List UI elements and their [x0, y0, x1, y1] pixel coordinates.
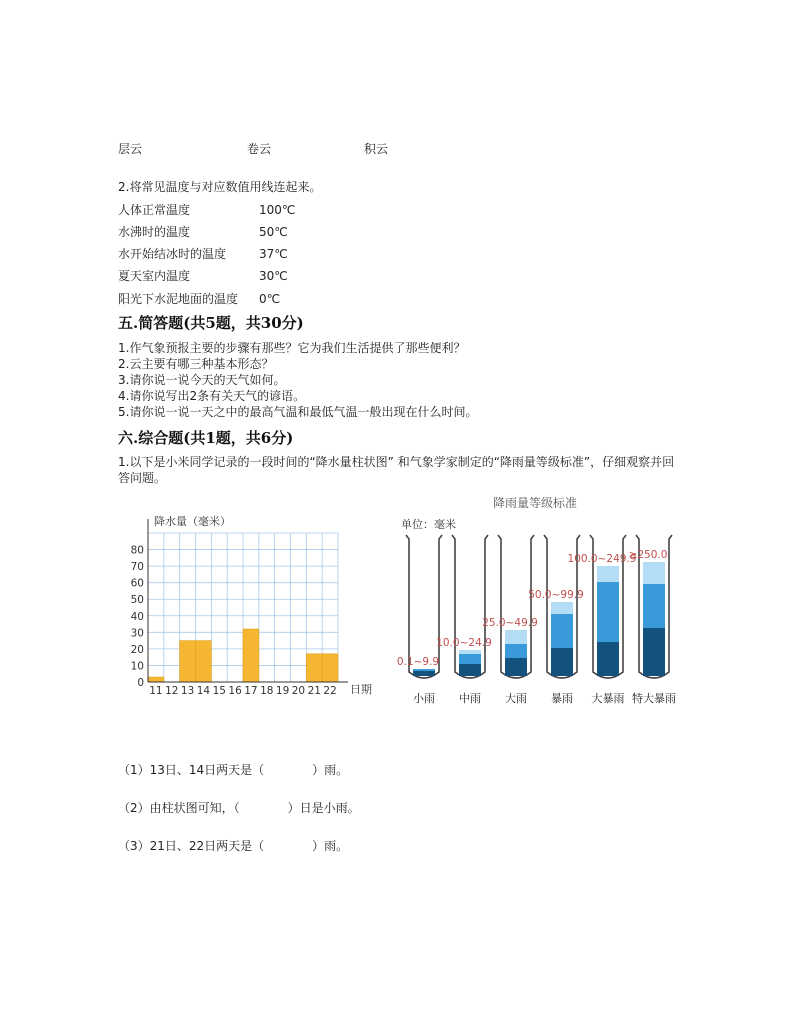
x-tick-label: 18	[260, 685, 274, 697]
q2-right-item-2: 50℃	[259, 225, 288, 239]
section5-heading: 五.简答题(共5题，共30分)	[118, 314, 304, 332]
y-tick-label: 50	[130, 594, 144, 607]
precipitation-bar	[196, 641, 212, 682]
x-tick-label: 14	[196, 685, 211, 697]
cloud-label-3: 积云	[364, 142, 389, 156]
q2-right-item-3: 37℃	[259, 247, 288, 261]
water-level	[413, 669, 435, 671]
water-level	[459, 654, 481, 664]
section5-question-3: 3.请你说一说今天的天气如何。	[118, 373, 286, 387]
water-level	[551, 648, 573, 676]
rainfall-chart-title: 降雨量等级标准	[492, 496, 578, 510]
y-tick-label: 10	[130, 660, 144, 673]
water-level	[459, 664, 481, 676]
section5-question-4: 4.请你说写出2条有关天气的谚语。	[118, 389, 306, 403]
q2-right-item-1: 100℃	[259, 203, 296, 217]
x-tick-label: 13	[180, 685, 195, 697]
section5-question-2: 2.云主要有哪三种基本形态？	[118, 357, 274, 371]
section6-intro: 1.以下是小米同学记录的一段时间的“降水量柱状图” 和气象学家制定的“降雨量等级标准”，仔细观察并回答问题。	[118, 455, 675, 485]
y-tick-label: 70	[130, 561, 144, 574]
precipitation-bar	[322, 654, 338, 682]
water-level	[597, 582, 619, 642]
water-level	[505, 658, 527, 676]
section6-heading: 六.综合题(共1题，共6分)	[118, 429, 294, 447]
q2-left-item-5: 阳光下水泥地面的温度	[118, 292, 239, 306]
x-tick-label: 19	[275, 685, 290, 697]
rainfall-standard-chart	[395, 490, 695, 715]
rain-level-label: 大暴雨	[591, 692, 625, 705]
q2-right-item-4: 30℃	[259, 269, 288, 283]
rain-range-label: 10.0~24.9	[436, 637, 492, 649]
rain-level-label: 暴雨	[551, 692, 573, 705]
section5-question-1: 1.作气象预报主要的步骤有那些？它为我们生活提供了那些便利？	[118, 341, 466, 355]
precipitation-chart-xlabel: 日期	[350, 683, 372, 696]
rain-level-label: 小雨	[413, 692, 435, 705]
water-level	[643, 584, 665, 628]
x-tick-label: 17	[244, 685, 258, 697]
precipitation-bar-chart	[110, 505, 380, 705]
y-tick-label: 0	[137, 677, 144, 689]
rain-level-label: 特大暴雨	[632, 692, 676, 705]
water-level	[413, 671, 435, 676]
cloud-label-1: 层云	[118, 142, 143, 156]
rainfall-chart-unit: 单位：毫米	[401, 518, 456, 531]
x-tick-label: 21	[307, 685, 321, 697]
section6-subquestion-3: （3）21日、22日两天是（ ）雨。	[118, 839, 349, 853]
x-tick-label: 22	[323, 685, 337, 697]
rain-range-label: 0.1~9.9	[396, 656, 440, 668]
water-level	[597, 566, 619, 582]
x-tick-label: 20	[291, 685, 306, 697]
y-tick-label: 40	[130, 610, 144, 623]
x-tick-label: 16	[228, 685, 242, 697]
precipitation-bar	[148, 677, 164, 682]
water-level	[643, 562, 665, 584]
q2-left-item-4: 夏天室内温度	[118, 269, 191, 283]
rain-range-label: 25.0~49.9	[482, 617, 538, 629]
water-level	[551, 602, 573, 614]
rain-range-label: 100.0~249.9	[567, 553, 637, 565]
q2-left-item-3: 水开始结冰时的温度	[118, 247, 227, 261]
x-tick-label: 11	[149, 685, 163, 697]
water-level	[643, 628, 665, 676]
rain-level-label: 中雨	[459, 692, 481, 705]
section6-subquestion-1: （1）13日、14日两天是（ ）雨。	[118, 763, 349, 777]
cloud-label-2: 卷云	[247, 142, 272, 156]
water-level	[551, 614, 573, 648]
q2-left-item-2: 水沸时的温度	[118, 225, 191, 239]
precipitation-chart-ylabel: 降水量（毫米）	[154, 515, 231, 528]
rain-range-label: 50.0~99.9	[528, 589, 584, 601]
water-level	[505, 644, 527, 658]
section6-subquestion-2: （2）由柱状图可知，（ ）日是小雨。	[118, 801, 360, 815]
precipitation-bar	[180, 641, 196, 682]
x-tick-label: 15	[212, 685, 226, 697]
y-tick-label: 80	[130, 544, 144, 557]
water-level	[459, 650, 481, 654]
q2-left-item-1: 人体正常温度	[118, 203, 191, 217]
y-tick-label: 20	[130, 643, 144, 656]
rain-range-label: ≥250.0	[628, 549, 668, 561]
y-tick-label: 60	[130, 577, 144, 590]
rain-level-label: 大雨	[505, 692, 527, 705]
precipitation-bar	[306, 654, 322, 682]
precipitation-bar	[243, 629, 259, 682]
water-level	[597, 642, 619, 676]
section5-question-5: 5.请你说一说一天之中的最高气温和最低气温一般出现在什么时间。	[118, 405, 478, 419]
x-tick-label: 12	[165, 685, 179, 697]
q2-right-item-5: 0℃	[259, 292, 281, 306]
water-level	[505, 630, 527, 644]
q2-title: 2.将常见温度与对应数值用线连起来。	[118, 180, 322, 194]
y-tick-label: 30	[130, 627, 144, 640]
